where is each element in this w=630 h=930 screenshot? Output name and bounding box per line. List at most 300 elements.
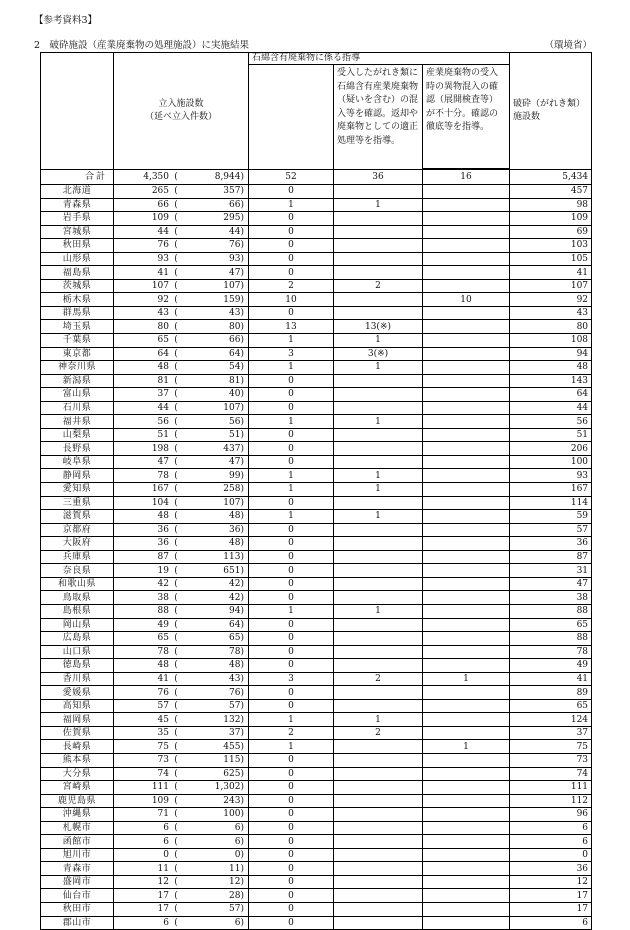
open-paren: ( [174, 877, 178, 888]
open-paren: ( [174, 213, 178, 224]
foreign-check [423, 686, 510, 700]
open-paren: ( [174, 755, 178, 766]
visits-count: 66 [157, 199, 169, 210]
open-paren: ( [174, 240, 178, 251]
asbestos-mix [334, 212, 423, 226]
foreign-check [423, 848, 510, 862]
foreign-check [423, 347, 510, 361]
pref-name: 茨城県 [41, 279, 114, 293]
visits-count: 265 [151, 186, 169, 197]
visits-count: 57 [157, 701, 169, 712]
open-paren: ( [174, 335, 178, 346]
pref-name: 兵庫県 [41, 550, 114, 564]
crush-count: 143 [510, 374, 592, 388]
asbestos-total: 1 [249, 198, 334, 212]
visits-count: 71 [157, 809, 169, 820]
visits-cell [114, 821, 249, 835]
visits-cumulative: 44) [229, 226, 244, 237]
open-paren: ( [174, 768, 178, 779]
pref-name: 岩手県 [41, 212, 114, 226]
open-paren: ( [174, 538, 178, 549]
table-row [41, 483, 592, 497]
asbestos-total: 2 [249, 279, 334, 293]
foreign-check [423, 767, 510, 781]
foreign-check [423, 564, 510, 578]
visits-count: 56 [157, 416, 169, 427]
visits-cumulative: 64) [229, 619, 244, 630]
visits-count: 6 [163, 822, 169, 833]
open-paren: ( [174, 470, 178, 481]
open-paren: ( [174, 457, 178, 468]
crush-count: 6 [510, 821, 592, 835]
visits-cumulative: 43) [229, 308, 244, 319]
open-paren: ( [174, 782, 178, 793]
open-paren: ( [174, 321, 178, 332]
pref-name: 香川県 [41, 672, 114, 686]
foreign-check [423, 442, 510, 456]
header-asbestos-total [249, 65, 334, 170]
table-row [41, 225, 592, 239]
visits-cumulative: 40) [229, 389, 244, 400]
visits-cell [114, 781, 249, 795]
visits-cell [114, 347, 249, 361]
visits-cell [114, 740, 249, 754]
foreign-check [423, 902, 510, 916]
table-row [41, 185, 592, 199]
open-paren: ( [174, 267, 178, 278]
visits-cell [114, 455, 249, 469]
asbestos-total: 0 [249, 808, 334, 822]
foreign-check [423, 306, 510, 320]
asbestos-mix [334, 781, 423, 795]
crush-count: 56 [510, 415, 592, 429]
visits-cell [114, 537, 249, 551]
table-row [41, 699, 592, 713]
visits-cell [114, 266, 249, 280]
visits-cumulative: 57) [229, 904, 244, 915]
table-row [41, 442, 592, 456]
pref-name: 静岡県 [41, 469, 114, 483]
asbestos-total: 0 [249, 645, 334, 659]
asbestos-mix [334, 767, 423, 781]
pref-name: 福島県 [41, 266, 114, 280]
asbestos-mix [334, 686, 423, 700]
asbestos-mix [334, 537, 423, 551]
visits-count: 19 [157, 565, 169, 576]
visits-cumulative: 80) [229, 321, 244, 332]
visits-cell [114, 198, 249, 212]
visits-count: 6 [163, 836, 169, 847]
foreign-check [423, 726, 510, 740]
visits-cell [114, 618, 249, 632]
asbestos-mix [334, 388, 423, 402]
foreign-check [423, 455, 510, 469]
crush-count: 108 [510, 334, 592, 348]
visits-cumulative: 295) [223, 213, 244, 224]
visits-count: 44 [157, 403, 169, 414]
visits-count: 49 [157, 619, 169, 630]
asbestos-mix [334, 699, 423, 713]
foreign-check [423, 334, 510, 348]
visits-cell [114, 577, 249, 591]
table-row [41, 320, 592, 334]
asbestos-mix [334, 550, 423, 564]
table-row [41, 848, 592, 862]
visits-cell [114, 306, 249, 320]
visits-cell [114, 442, 249, 456]
visits-cumulative: 6) [234, 822, 244, 833]
visits-cumulative: 47) [229, 457, 244, 468]
open-paren: ( [174, 850, 178, 861]
pref-name: 山口県 [41, 645, 114, 659]
open-paren: ( [174, 186, 178, 197]
crush-count: 89 [510, 686, 592, 700]
visits-cumulative: 51) [229, 430, 244, 441]
table-row [41, 591, 592, 605]
visits-cell [114, 659, 249, 673]
pref-name: 旭川市 [41, 848, 114, 862]
asbestos-mix [334, 889, 423, 903]
visits-cumulative: 48) [229, 538, 244, 549]
table-row [41, 821, 592, 835]
asbestos-total: 0 [249, 848, 334, 862]
visits-count: 64 [157, 348, 169, 359]
visits-cumulative: 47) [229, 267, 244, 278]
open-paren: ( [174, 592, 178, 603]
table-row [41, 537, 592, 551]
visits-count: 48 [157, 660, 169, 671]
foreign-check [423, 374, 510, 388]
visits-cell [114, 794, 249, 808]
visits-count: 51 [157, 430, 169, 441]
pref-name: 愛媛県 [41, 686, 114, 700]
open-paren: ( [174, 646, 178, 657]
asbestos-total: 0 [249, 902, 334, 916]
visits-cumulative: 76) [229, 240, 244, 251]
asbestos-total: 1 [249, 469, 334, 483]
open-paren: ( [174, 199, 178, 210]
asbestos-mix: 1 [334, 334, 423, 348]
crush-count: 69 [510, 225, 592, 239]
visits-count: 12 [157, 877, 169, 888]
crush-count: 43 [510, 306, 592, 320]
visits-cell [114, 591, 249, 605]
visits-cumulative: 258) [223, 484, 244, 495]
total-crush: 5,434 [510, 170, 592, 185]
open-paren: ( [174, 606, 178, 617]
table-row [41, 550, 592, 564]
crush-count: 100 [510, 455, 592, 469]
visits-cumulative: 81) [229, 375, 244, 386]
visits-cumulative: 243) [223, 795, 244, 806]
foreign-check [423, 510, 510, 524]
open-paren: ( [174, 430, 178, 441]
asbestos-total: 0 [249, 306, 334, 320]
foreign-check [423, 415, 510, 429]
foreign-check [423, 632, 510, 646]
asbestos-total: 0 [249, 455, 334, 469]
visits-cumulative: 42) [229, 579, 244, 590]
pref-name: 栃木県 [41, 293, 114, 307]
crush-count: 17 [510, 889, 592, 903]
visits-cell [114, 848, 249, 862]
asbestos-total: 0 [249, 442, 334, 456]
asbestos-total: 0 [249, 875, 334, 889]
table-row [41, 604, 592, 618]
asbestos-total: 0 [249, 550, 334, 564]
pref-name: 秋田県 [41, 239, 114, 253]
foreign-check [423, 821, 510, 835]
table-row [41, 252, 592, 266]
visits-cumulative: 107) [223, 497, 244, 508]
visits-count: 111 [151, 782, 169, 793]
total-foreign-check: 16 [423, 170, 510, 185]
pref-name: 大阪府 [41, 537, 114, 551]
asbestos-total: 0 [249, 835, 334, 849]
open-paren: ( [174, 308, 178, 319]
visits-count: 76 [157, 687, 169, 698]
visits-cumulative: 132) [223, 714, 244, 725]
visits-count: 81 [157, 375, 169, 386]
crush-count: 88 [510, 632, 592, 646]
visits-cell [114, 645, 249, 659]
foreign-check [423, 496, 510, 510]
asbestos-total: 0 [249, 388, 334, 402]
visits-count: 47 [157, 457, 169, 468]
foreign-check [423, 794, 510, 808]
pref-name: 山形県 [41, 252, 114, 266]
asbestos-total: 0 [249, 523, 334, 537]
crush-count: 114 [510, 496, 592, 510]
asbestos-mix: 13(※) [334, 320, 423, 334]
crush-count: 107 [510, 279, 592, 293]
crush-count: 17 [510, 902, 592, 916]
foreign-check [423, 604, 510, 618]
pref-name: 佐賀県 [41, 726, 114, 740]
table-row [41, 686, 592, 700]
visits-count: 6 [163, 917, 169, 928]
asbestos-mix [334, 306, 423, 320]
total-visits-cumulative: 8,944) [214, 172, 244, 182]
open-paren: ( [174, 917, 178, 928]
visits-cumulative: 36) [229, 524, 244, 535]
visits-cell [114, 550, 249, 564]
foreign-check [423, 388, 510, 402]
pref-name: 東京都 [41, 347, 114, 361]
foreign-check [423, 185, 510, 199]
visits-count: 17 [157, 904, 169, 915]
visits-cumulative: 437) [223, 443, 244, 454]
table-row [41, 415, 592, 429]
foreign-check [423, 699, 510, 713]
pref-name: 千葉県 [41, 334, 114, 348]
visits-count: 104 [151, 497, 169, 508]
asbestos-mix [334, 564, 423, 578]
visits-cell [114, 334, 249, 348]
table-row [41, 293, 592, 307]
asbestos-mix [334, 848, 423, 862]
table-row [41, 279, 592, 293]
open-paren: ( [174, 579, 178, 590]
pref-name: 滋賀県 [41, 510, 114, 524]
visits-cumulative: 11) [229, 863, 244, 874]
visits-cumulative: 12) [229, 877, 244, 888]
visits-cell [114, 374, 249, 388]
crush-count: 48 [510, 361, 592, 375]
asbestos-mix [334, 794, 423, 808]
visits-cell [114, 469, 249, 483]
foreign-check [423, 577, 510, 591]
pref-name: 富山県 [41, 388, 114, 402]
open-paren: ( [174, 552, 178, 563]
foreign-check [423, 808, 510, 822]
source-label: （環境省） [544, 40, 592, 51]
visits-cumulative: 48) [229, 511, 244, 522]
asbestos-mix [334, 862, 423, 876]
visits-count: 38 [157, 592, 169, 603]
visits-cell [114, 604, 249, 618]
asbestos-mix [334, 753, 423, 767]
foreign-check [423, 401, 510, 415]
open-paren: ( [174, 389, 178, 400]
visits-cumulative: 65) [229, 633, 244, 644]
asbestos-total: 1 [249, 415, 334, 429]
open-paren: ( [174, 728, 178, 739]
total-visits [114, 170, 249, 185]
asbestos-total: 0 [249, 577, 334, 591]
visits-count: 44 [157, 226, 169, 237]
open-paren: ( [174, 403, 178, 414]
asbestos-mix: 1 [334, 713, 423, 727]
foreign-check [423, 591, 510, 605]
pref-name: 仙台市 [41, 889, 114, 903]
visits-cumulative: 455) [223, 741, 244, 752]
pref-name: 山梨県 [41, 428, 114, 442]
foreign-check [423, 361, 510, 375]
visits-cumulative: 93) [229, 254, 244, 264]
table-row [41, 726, 592, 740]
foreign-check [423, 483, 510, 497]
pref-name: 神奈川県 [41, 361, 114, 375]
table-row [41, 469, 592, 483]
visits-cumulative: 56) [229, 416, 244, 427]
open-paren: ( [174, 714, 178, 725]
table-row [41, 374, 592, 388]
asbestos-mix: 1 [334, 198, 423, 212]
asbestos-total: 1 [249, 604, 334, 618]
pref-name: 鳥取県 [41, 591, 114, 605]
visits-cell [114, 808, 249, 822]
pref-name: 熊本県 [41, 753, 114, 767]
visits-cell [114, 753, 249, 767]
pref-name: 大分県 [41, 767, 114, 781]
visits-cell [114, 902, 249, 916]
pref-name: 札幌市 [41, 821, 114, 835]
table-row [41, 753, 592, 767]
asbestos-mix [334, 455, 423, 469]
visits-cell [114, 428, 249, 442]
table-title: 2 破砕施設（産業廃棄物の処理施設）に実施結果 [34, 40, 250, 51]
crush-count: 57 [510, 523, 592, 537]
asbestos-total: 0 [249, 252, 334, 266]
asbestos-total: 1 [249, 361, 334, 375]
asbestos-total: 3 [249, 347, 334, 361]
total-asbestos-mix: 36 [334, 170, 423, 185]
visits-count: 36 [157, 524, 169, 535]
foreign-check [423, 753, 510, 767]
visits-cumulative: 37) [229, 728, 244, 739]
table-row [41, 632, 592, 646]
open-paren: ( [174, 619, 178, 630]
asbestos-total: 0 [249, 564, 334, 578]
asbestos-total: 0 [249, 428, 334, 442]
asbestos-mix [334, 266, 423, 280]
asbestos-mix: 2 [334, 726, 423, 740]
asbestos-mix [334, 374, 423, 388]
crush-count: 167 [510, 483, 592, 497]
visits-cell [114, 916, 249, 930]
visits-cumulative: 107) [223, 281, 244, 292]
visits-cell [114, 875, 249, 889]
asbestos-mix: 2 [334, 279, 423, 293]
visits-count: 109 [151, 795, 169, 806]
pref-name: 福岡県 [41, 713, 114, 727]
visits-count: 78 [157, 646, 169, 657]
visits-cumulative: 66) [229, 335, 244, 346]
foreign-check [423, 225, 510, 239]
pref-name: 青森県 [41, 198, 114, 212]
foreign-check [423, 889, 510, 903]
crush-count: 103 [510, 239, 592, 253]
visits-cell [114, 672, 249, 686]
pref-name: 宮崎県 [41, 781, 114, 795]
foreign-check [423, 252, 510, 266]
visits-cumulative: 48) [229, 660, 244, 671]
open-paren: ( [174, 863, 178, 874]
foreign-check [423, 537, 510, 551]
crush-count: 44 [510, 401, 592, 415]
pref-name: 島根県 [41, 604, 114, 618]
foreign-check [423, 212, 510, 226]
pref-name: 秋田市 [41, 902, 114, 916]
pref-name: 和歌山県 [41, 577, 114, 591]
visits-cell [114, 889, 249, 903]
foreign-check [423, 835, 510, 849]
asbestos-total: 0 [249, 618, 334, 632]
asbestos-mix [334, 577, 423, 591]
visits-cell [114, 862, 249, 876]
asbestos-mix [334, 523, 423, 537]
visits-count: 48 [157, 511, 169, 522]
asbestos-total: 0 [249, 781, 334, 795]
table-row [41, 198, 592, 212]
asbestos-mix [334, 632, 423, 646]
crush-count: 73 [510, 753, 592, 767]
asbestos-total: 0 [249, 862, 334, 876]
visits-cell [114, 401, 249, 415]
asbestos-total: 1 [249, 483, 334, 497]
table-row [41, 672, 592, 686]
pref-name: 三重県 [41, 496, 114, 510]
pref-name: 高知県 [41, 699, 114, 713]
asbestos-mix [334, 428, 423, 442]
asbestos-mix [334, 916, 423, 930]
table-row [41, 767, 592, 781]
crush-count: 78 [510, 645, 592, 659]
crush-count: 98 [510, 198, 592, 212]
crush-count: 112 [510, 794, 592, 808]
visits-cumulative: 159) [223, 294, 244, 305]
